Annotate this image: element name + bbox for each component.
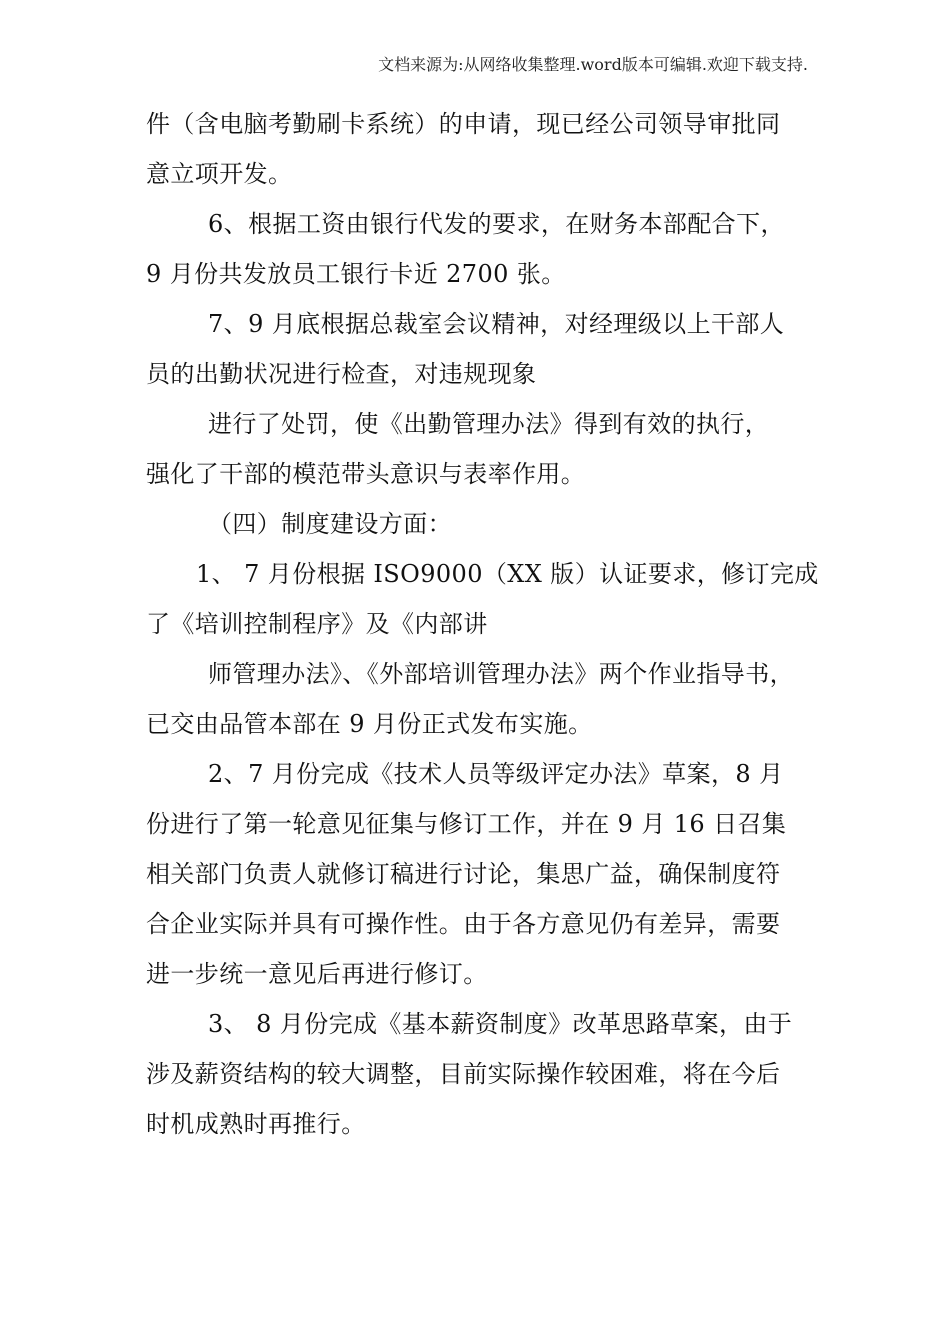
- text-line: 份进行了第一轮意见征集与修订工作，并在 9 月 16 日召集: [146, 810, 787, 838]
- text-line: 涉及薪资结构的较大调整，目前实际操作较困难，将在今后: [146, 1060, 781, 1088]
- paragraph-start: 进行了处罚，使《出勤管理办法》得到有效的执行，: [208, 410, 770, 438]
- text-line: 进一步统一意见后再进行修订。: [146, 960, 488, 988]
- paragraph-start: 6、根据工资由银行代发的要求，在财务本部配合下，: [208, 210, 785, 238]
- text-line: 合企业实际并具有可操作性。由于各方意见仍有差异，需要: [146, 910, 781, 938]
- text-line: 时机成熟时再推行。: [146, 1110, 366, 1138]
- section-heading: （四）制度建设方面：: [208, 510, 452, 538]
- text-line: 9 月份共发放员工银行卡近 2700 张。: [146, 260, 566, 288]
- text-line: 了《培训控制程序》及《内部讲: [146, 610, 488, 638]
- source-note: 文档来源为:从网络收集整理.word版本可编辑.欢迎下载支持.: [378, 55, 808, 74]
- paragraph-start: 1、 7 月份根据 ISO9000（XX 版）认证要求，修订完成: [196, 560, 819, 588]
- text-line: 已交由品管本部在 9 月份正式发布实施。: [146, 710, 593, 738]
- paragraph-start: 7、9 月底根据总裁室会议精神，对经理级以上干部人: [208, 310, 785, 338]
- text-line: 员的出勤状况进行检查，对违规现象: [146, 360, 537, 388]
- text-line: 相关部门负责人就修订稿进行讨论，集思广益，确保制度符: [146, 860, 781, 888]
- text-line: 强化了干部的模范带头意识与表率作用。: [146, 460, 586, 488]
- paragraph-start: 2、7 月份完成《技术人员等级评定办法》草案，8 月: [208, 760, 784, 788]
- text-line: 件（含电脑考勤刷卡系统）的申请，现已经公司领导审批同: [146, 110, 781, 138]
- paragraph-start: 师管理办法》、《外部培训管理办法》两个作业指导书，: [208, 660, 794, 688]
- text-line: 意立项开发。: [146, 160, 293, 188]
- paragraph-start: 3、 8 月份完成《基本薪资制度》改革思路草案，由于: [208, 1010, 793, 1038]
